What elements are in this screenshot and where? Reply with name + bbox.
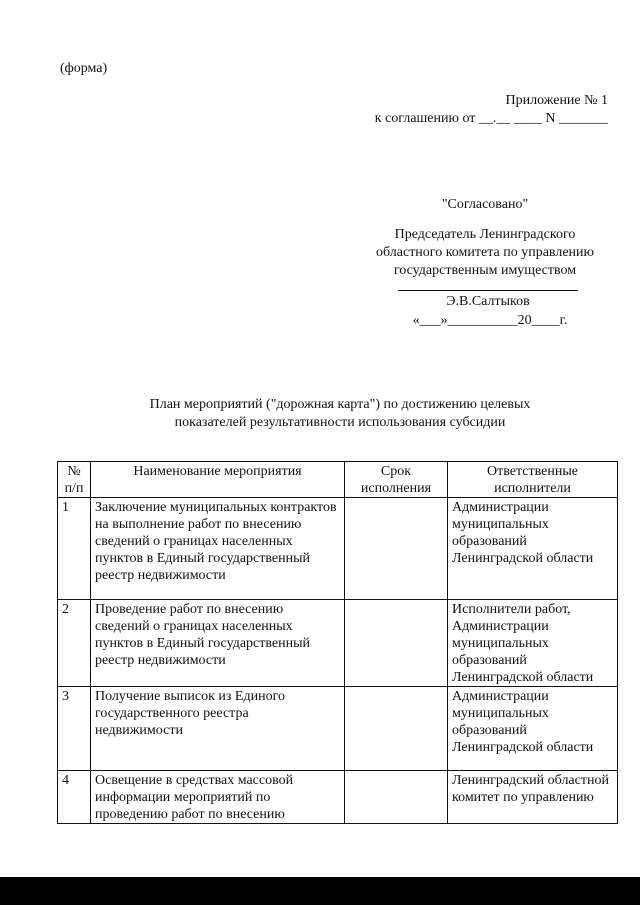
position-line: Председатель Ленинградского bbox=[394, 227, 576, 242]
table-row bbox=[58, 687, 618, 771]
row-responsible: Администрации муниципальных образований Ленинградской области bbox=[448, 687, 618, 771]
signature-line bbox=[398, 290, 578, 291]
action-plan-table bbox=[57, 461, 618, 824]
row-deadline bbox=[345, 771, 448, 824]
table-row bbox=[58, 771, 618, 824]
table-row bbox=[58, 498, 618, 600]
scan-bottom-edge bbox=[0, 877, 640, 905]
position-line: областного комитета по управлению bbox=[376, 245, 594, 260]
plan-title-line: показателей результативности использования субсидии bbox=[174, 415, 506, 430]
header-number: № п/п bbox=[58, 462, 91, 498]
position-line: государственным имуществом bbox=[393, 263, 577, 278]
agreement-line: к соглашению от __.__ ____ N _______ bbox=[374, 111, 608, 126]
approval-date-line: «___»__________20____г. bbox=[412, 313, 568, 328]
header-activity: Наименование мероприятия bbox=[91, 462, 345, 498]
row-number: 3 bbox=[58, 687, 91, 771]
row-responsible: Исполнители работ, Администрации муниципальных образований Ленинградской области bbox=[448, 600, 618, 687]
table-header-row bbox=[58, 462, 618, 498]
row-responsible: Ленинградский областной комитет по управлению bbox=[448, 771, 618, 824]
plan-title bbox=[80, 396, 600, 432]
row-number: 1 bbox=[58, 498, 91, 600]
approval-position bbox=[350, 226, 620, 280]
row-deadline bbox=[345, 498, 448, 600]
header-responsible: Ответственные исполнители bbox=[448, 462, 618, 498]
table-row bbox=[58, 600, 618, 687]
plan-title-line: План мероприятий ("дорожная карта") по достижению целевых bbox=[149, 397, 531, 412]
row-deadline bbox=[345, 687, 448, 771]
row-activity: Заключение муниципальных контрактов на выполнение работ по внесению сведений о границах населенных пунктов в Единый государственный реестр недвижимости bbox=[91, 498, 345, 600]
row-responsible: Администрации муниципальных образований Ленинградской области bbox=[448, 498, 618, 600]
row-activity: Освещение в средствах массовой информации мероприятий по проведению работ по внесению bbox=[91, 771, 345, 824]
signatory-name: Э.В.Салтыков bbox=[446, 294, 530, 309]
header-deadline: Срок исполнения bbox=[345, 462, 448, 498]
row-activity: Проведение работ по внесению сведений о границах населенных пунктов в Единый государственный реестр недвижимости bbox=[91, 600, 345, 687]
row-number: 4 bbox=[58, 771, 91, 824]
appendix-title: Приложение № 1 bbox=[505, 93, 608, 108]
row-activity: Получение выписок из Единого государственного реестра недвижимости bbox=[91, 687, 345, 771]
approval-stamp: "Согласовано" bbox=[441, 197, 529, 212]
row-deadline bbox=[345, 600, 448, 687]
form-label: (форма) bbox=[60, 61, 108, 76]
row-number: 2 bbox=[58, 600, 91, 687]
